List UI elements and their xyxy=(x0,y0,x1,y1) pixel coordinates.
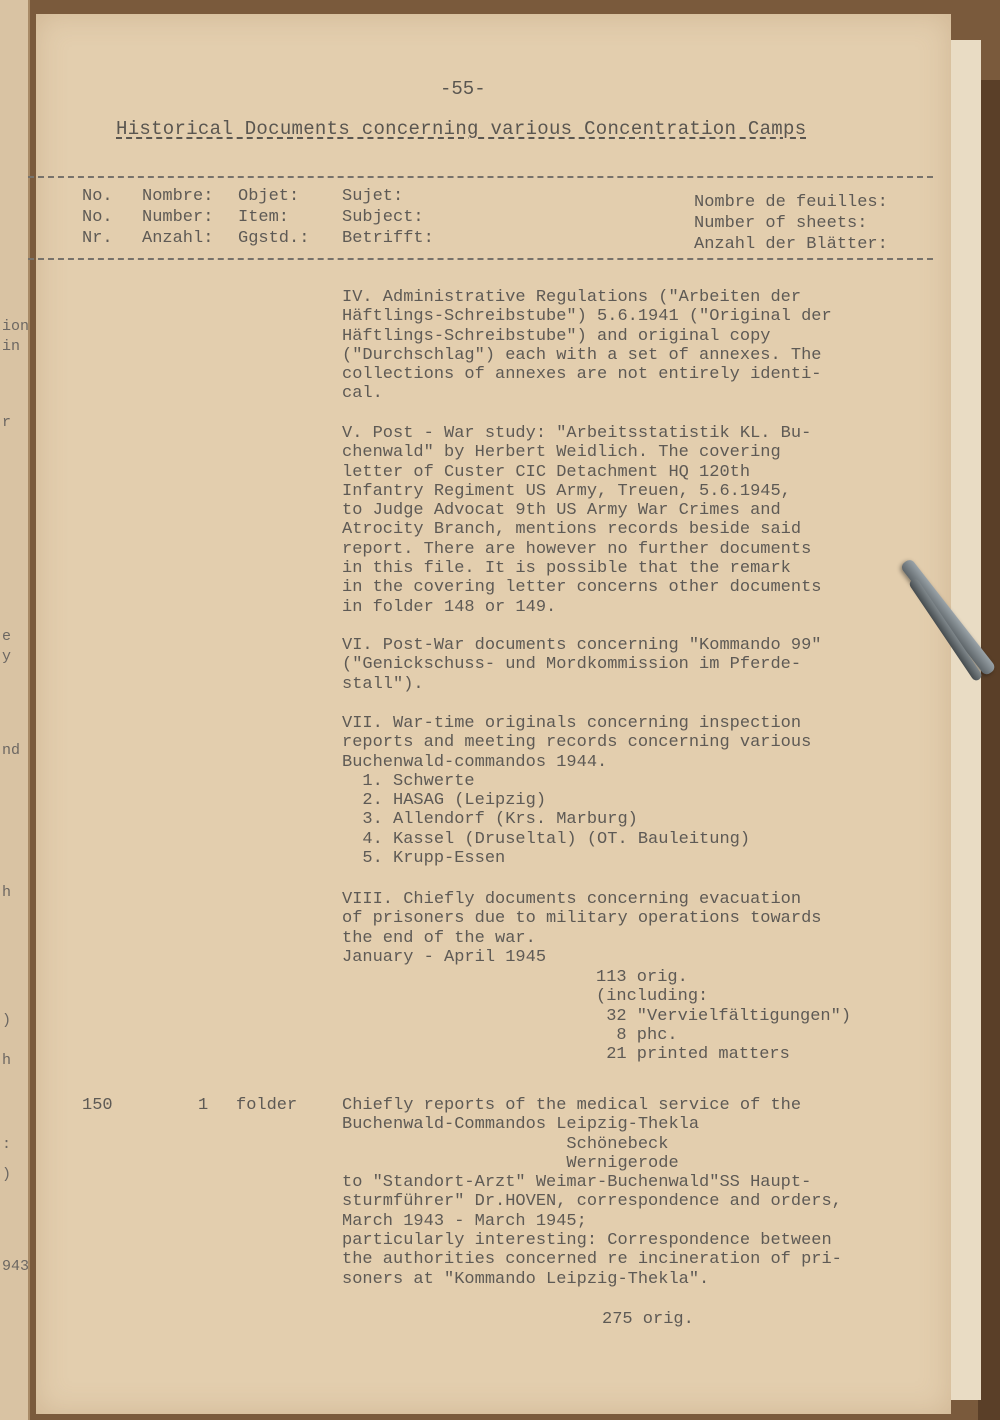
background-edge xyxy=(978,80,1000,1420)
header-rule-bottom xyxy=(28,258,933,260)
header-col-subject: Sujet: Subject: Betrifft: xyxy=(342,187,434,248)
section-v: V. Post - War study: "Arbeitsstatistik KL. Bu- chenwald" by Herbert Weidlich. The covering letter of Custer CIC Detachment HQ 120th Infantry Regiment US Army, Treuen, 5.6.1945, to Judge Advocat 9th US Army War Crimes and Atrocity Branch, mentions records beside said report. There are however no further documents in this file. It is possible that the remark in the covering letter concerns other documents in folder 148 or 149. xyxy=(342,424,822,617)
entry-subject: Chiefly reports of the medical service of the Buchenwald-Commandos Leipzig-Thekla Schönebeck Wernigerode to "Standort-Arzt" Weimar-Buchenwald"SS Haupt- sturmführer" Dr.HOVEN, correspondence and orders, March 1943 - March 1945; particularly interesting: Correspondence between the authorities concerned re incineration of pri- soners at "Kommando Leipzig-Thekla". xyxy=(342,1096,842,1289)
entry-sheets: 275 orig. xyxy=(602,1310,694,1329)
section-viii: VIII. Chiefly documents concerning evacuation of prisoners due to military operations towards the end of the war. January - April 1945 xyxy=(342,890,822,967)
entry-count: 1 xyxy=(198,1096,209,1115)
adjacent-page-fragment: e xyxy=(2,628,12,645)
adjacent-page-fragment: : xyxy=(2,1136,12,1153)
header-col-no: No. No. Nr. xyxy=(82,187,113,248)
adjacent-page-fragment: ion xyxy=(2,318,30,335)
adjacent-page-edge xyxy=(0,0,30,1420)
header-col-sheets: Nombre de feuilles: Number of sheets: Anzahl der Blätter: xyxy=(694,193,888,254)
section-iv: IV. Administrative Regulations ("Arbeiten der Häftlings-Schreibstube") 5.6.1941 ("Original der Häftlings-Schreibstube") and original copy ("Durchschlag") each with a set of annexes. The collections of annexes are not entirely identi- cal. xyxy=(342,288,832,404)
page-stack-edge xyxy=(948,40,981,1400)
header-col-number: Nombre: Number: Anzahl: xyxy=(142,187,214,248)
page-title: Historical Documents concerning various Concentration Camps xyxy=(116,118,807,140)
adjacent-page-fragment: 943 xyxy=(2,1258,30,1275)
adjacent-page-fragment: nd xyxy=(2,742,21,759)
entry-item: folder xyxy=(236,1096,298,1115)
adjacent-page-fragment: ) xyxy=(2,1166,12,1183)
adjacent-page-fragment: in xyxy=(2,338,21,355)
page-number: -55- xyxy=(440,78,486,100)
adjacent-page-fragment: r xyxy=(2,414,12,431)
section-vii: VII. War-time originals concerning inspection reports and meeting records concerning various Buchenwald-commandos 1944. 1. Schwerte 2. HASAG (Leipzig) 3. Allendorf (Krs. Marburg) 4. Kassel (Druseltal) (OT. Bauleitung) 5. Krupp-Essen xyxy=(342,714,812,869)
section-vi: VI. Post-War documents concerning "Kommando 99" ("Genickschuss- und Mordkommission im Pferde- stall"). xyxy=(342,636,822,694)
adjacent-page-fragment: h xyxy=(2,1052,12,1069)
header-rule-top xyxy=(28,176,933,178)
adjacent-page-fragment: ) xyxy=(2,1012,12,1029)
header-col-item: Objet: Item: Ggstd.: xyxy=(238,187,310,248)
adjacent-page-fragment: h xyxy=(2,884,12,901)
entry-number: 150 xyxy=(82,1096,113,1115)
adjacent-page-fragment: y xyxy=(2,648,12,665)
section-viii-sheets: 113 orig. (including: 32 "Vervielfältigungen") 8 phc. 21 printed matters xyxy=(596,968,852,1065)
